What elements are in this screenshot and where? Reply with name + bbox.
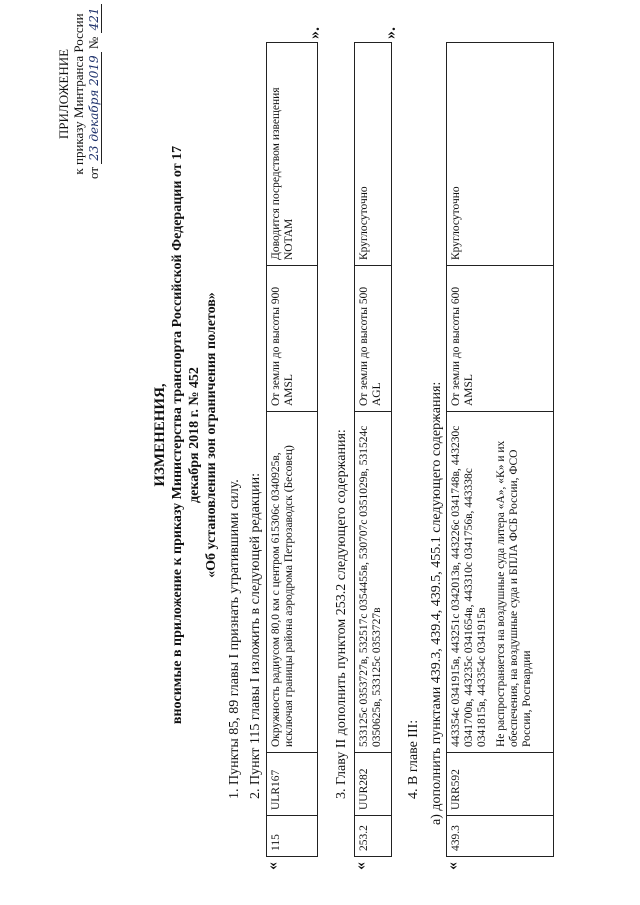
title-line-2: вносимые в приложение к приказу Министерства транспорта Российской Федерации от 17 декабря 2018 г. № 452 (170, 145, 202, 725)
handwritten-date: 23 декабря 2019 (87, 52, 102, 163)
cell-number: 115 (267, 816, 318, 857)
item-4a: а) дополнить пунктами 439.3, 439.4, 439.5, 455.1 следующего содержания: (429, 381, 444, 825)
cell-number: 253.2 (355, 816, 392, 857)
cell-area: 533125с 0353727в, 532517с 0354455в, 530707с 0351029в, 531524с 0350625в, 533125с 0353727в (355, 412, 392, 753)
quote-open-2: « (352, 862, 369, 870)
title-line-3: «Об установлении зон ограничения полетов» (204, 292, 219, 578)
quote-open-3: « (444, 862, 461, 870)
cell-area (447, 412, 554, 753)
quote-open-1: « (264, 862, 281, 870)
appendix-heading: ПРИЛОЖЕНИЕ (56, 48, 71, 140)
cell-time: Доводится посредством извещения NOTAM (267, 43, 318, 266)
quote-close-2: ». (382, 27, 399, 39)
table-item-253-2 (354, 42, 392, 857)
area-coordinates: 443354с 0341915в, 443251с 0342013в, 443226с 0341748в, 443230с 0341700в, 443235с 0341654в, 443310с 0341756в, 443338с 0341815в, 443354с 0341915в (450, 425, 488, 747)
handwritten-number: 421 (87, 5, 102, 34)
cell-time: Круглосуточно (447, 43, 554, 266)
number-prefix: № (86, 36, 101, 50)
cell-number: 439.3 (447, 816, 554, 857)
cell-height: От земли до высоты 500 AGL (355, 266, 392, 412)
area-note: Не распространяется на воздушные суда литера «А», «К» и их обеспечения, на воздушные суда и БПЛА ФСБ России, ФСО России, Росгвардии (495, 440, 533, 747)
cell-area: Окружность радиусом 80,0 км с центром 615306с 0340925в, исключая границы района аэродрома Петрозаводск (Бесовец) (267, 412, 318, 753)
table-row (447, 43, 554, 857)
quote-close-1: ». (306, 27, 323, 39)
cell-code: URR592 (447, 753, 554, 816)
appendix-subtitle: к приказу Минтранса России (71, 13, 86, 175)
cell-code: UUR282 (355, 753, 392, 816)
item-3: 3. Главу II дополнить пунктом 253.2 следующего содержания: (334, 429, 349, 799)
cell-code: ULR167 (267, 753, 318, 816)
cell-height: От земли до высоты 600 AMSL (447, 266, 554, 412)
appendix-header (56, 9, 102, 179)
appendix-date-line (86, 9, 102, 179)
cell-height: От земли до высоты 900 AMSL (267, 266, 318, 412)
cell-time: Круглосуточно (355, 43, 392, 266)
item-1: 1. Пункты 85, 89 главы I признать утратившими силу. (227, 479, 242, 799)
document-title (152, 145, 220, 725)
date-prefix: от (86, 166, 101, 179)
table-row (355, 43, 392, 857)
item-2: 2. Пункт 115 главы I изложить в следующей редакции: (248, 473, 263, 799)
table-item-439-3 (446, 42, 554, 857)
item-4: 4. В главе III: (406, 719, 421, 799)
table-row (267, 43, 318, 857)
title-main: ИЗМЕНЕНИЯ, (152, 383, 168, 487)
table-item-115 (266, 42, 318, 857)
